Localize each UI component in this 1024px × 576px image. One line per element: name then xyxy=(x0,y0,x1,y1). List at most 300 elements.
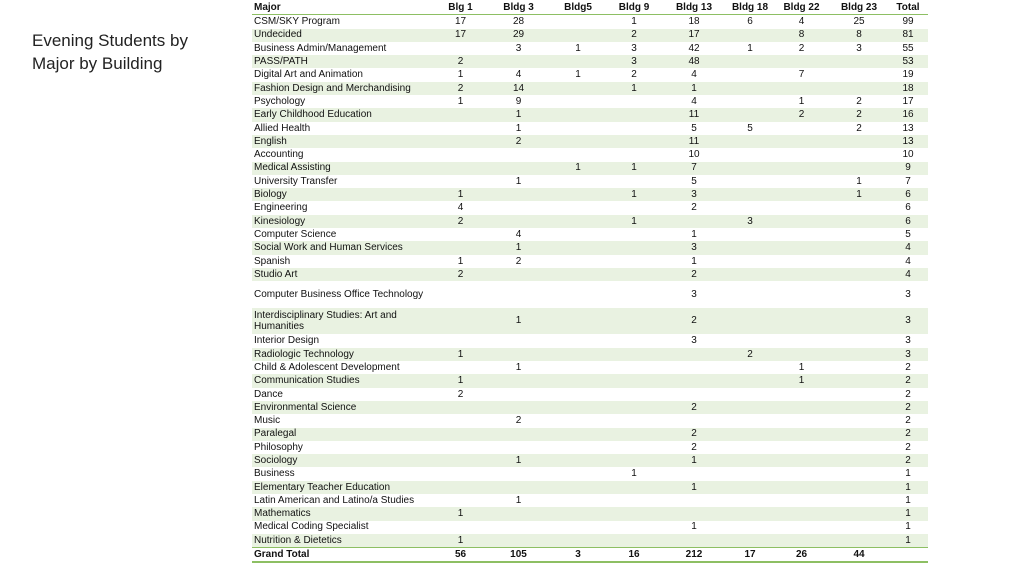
value-cell: 17 xyxy=(433,29,488,42)
value-cell xyxy=(773,534,830,548)
value-cell: 17 xyxy=(454,16,467,28)
value-cell xyxy=(488,334,549,347)
table-row xyxy=(252,201,928,214)
table-row xyxy=(252,441,928,454)
table-row xyxy=(252,215,928,228)
value-cell: 1 xyxy=(905,494,911,506)
value-cell: 1 xyxy=(888,481,928,494)
value-cell xyxy=(488,55,549,68)
major-cell: Child & Adolescent Development xyxy=(254,361,400,373)
major-cell: Radiologic Technology xyxy=(252,348,433,361)
major-cell: PASS/PATH xyxy=(252,55,433,68)
value-cell xyxy=(773,228,830,241)
column-header: Bldg 22 xyxy=(773,1,830,15)
value-cell: 3 xyxy=(515,42,522,54)
value-cell xyxy=(607,201,661,214)
value-cell xyxy=(607,494,661,507)
value-cell xyxy=(549,334,607,347)
value-cell: 81 xyxy=(888,29,928,42)
value-cell xyxy=(773,162,830,175)
value-cell: 1 xyxy=(798,95,805,107)
value-cell xyxy=(549,281,607,308)
value-cell: 4 xyxy=(888,241,928,254)
value-cell xyxy=(607,122,661,135)
major-cell: Elementary Teacher Education xyxy=(252,481,433,494)
value-cell xyxy=(661,215,727,228)
value-cell xyxy=(607,441,661,454)
major-cell: Studio Art xyxy=(252,268,433,281)
major-cell: Philosophy xyxy=(254,441,303,453)
value-cell: 6 xyxy=(888,215,928,228)
value-cell xyxy=(433,454,488,467)
value-cell: 2 xyxy=(433,268,488,281)
major-cell: Latin American and Latino/a Studies xyxy=(254,494,415,506)
value-cell xyxy=(488,521,549,534)
value-cell: 2 xyxy=(433,82,488,95)
table-row xyxy=(252,388,928,401)
value-cell: 6 xyxy=(905,202,911,214)
value-cell: 2 xyxy=(773,108,830,121)
value-cell xyxy=(549,82,607,95)
value-cell xyxy=(727,534,773,548)
major-cell: Biology xyxy=(252,188,433,201)
value-cell xyxy=(830,534,888,548)
table-body xyxy=(252,15,928,563)
value-cell xyxy=(773,255,830,268)
value-cell: 5 xyxy=(691,175,697,187)
value-cell xyxy=(727,521,773,534)
value-cell xyxy=(727,162,773,175)
table-row xyxy=(252,188,928,201)
value-cell xyxy=(488,268,549,281)
value-cell: 2 xyxy=(691,202,697,214)
value-cell xyxy=(433,135,488,148)
value-cell xyxy=(830,334,888,347)
value-cell xyxy=(607,507,661,520)
value-cell: 1 xyxy=(691,255,697,267)
value-cell xyxy=(433,281,488,308)
value-cell: 1 xyxy=(691,228,697,240)
value-cell xyxy=(433,428,488,441)
value-cell: 1 xyxy=(515,361,522,373)
value-cell xyxy=(488,467,549,480)
major-cell: Spanish xyxy=(254,255,291,267)
value-cell xyxy=(830,441,888,454)
value-cell: 2 xyxy=(798,42,805,54)
value-cell: 1 xyxy=(433,534,488,548)
value-cell xyxy=(488,348,549,361)
table-row xyxy=(252,175,928,188)
value-cell: 26 xyxy=(773,548,830,563)
value-cell: 2 xyxy=(631,69,637,81)
value-cell: 2 xyxy=(661,308,727,335)
value-cell: 6 xyxy=(747,16,753,28)
value-cell: 1 xyxy=(798,361,805,373)
value-cell xyxy=(830,68,888,81)
value-cell xyxy=(773,135,830,148)
value-cell xyxy=(773,188,830,201)
table-row xyxy=(252,29,928,42)
value-cell xyxy=(549,55,607,68)
value-cell xyxy=(549,494,607,507)
value-cell: 5 xyxy=(691,122,697,134)
value-cell xyxy=(661,467,727,480)
value-cell: 56 xyxy=(433,548,488,563)
value-cell xyxy=(727,108,773,121)
students-by-major-table xyxy=(252,1,928,563)
value-cell: 28 xyxy=(512,16,525,28)
value-cell xyxy=(830,215,888,228)
table-row xyxy=(252,428,928,441)
major-cell: Business xyxy=(254,468,295,480)
value-cell xyxy=(549,414,607,427)
value-cell: 2 xyxy=(661,268,727,281)
column-header: Total xyxy=(888,1,928,15)
value-cell: 7 xyxy=(798,69,805,81)
value-cell xyxy=(607,241,661,254)
value-cell xyxy=(607,95,661,108)
value-cell xyxy=(830,374,888,387)
title-line-1: Evening Students by xyxy=(32,31,188,50)
value-cell: 10 xyxy=(688,149,700,161)
value-cell xyxy=(727,268,773,281)
value-cell: 3 xyxy=(661,188,727,201)
value-cell xyxy=(830,467,888,480)
major-cell: Computer Business Office Technology xyxy=(254,288,424,300)
value-cell: 3 xyxy=(905,288,911,300)
value-cell xyxy=(549,374,607,387)
value-cell: 1 xyxy=(631,468,637,480)
value-cell: 2 xyxy=(905,388,911,400)
value-cell xyxy=(607,148,661,161)
value-cell xyxy=(727,241,773,254)
value-cell: 1 xyxy=(773,374,830,387)
value-cell xyxy=(549,428,607,441)
value-cell: 2 xyxy=(905,361,911,373)
table-row xyxy=(252,162,928,175)
value-cell xyxy=(607,175,661,188)
value-cell xyxy=(433,122,488,135)
value-cell: 1 xyxy=(457,69,464,81)
value-cell xyxy=(549,95,607,108)
value-cell: 3 xyxy=(607,55,661,68)
major-cell: Accounting xyxy=(254,149,304,161)
value-cell: 1 xyxy=(457,95,464,107)
value-cell xyxy=(773,481,830,494)
major-cell: Business Admin/Management xyxy=(254,42,387,54)
value-cell xyxy=(549,122,607,135)
value-cell xyxy=(549,29,607,42)
value-cell: 16 xyxy=(607,548,661,563)
value-cell xyxy=(433,241,488,254)
value-cell: 19 xyxy=(902,69,914,81)
value-cell: 1 xyxy=(515,175,522,187)
value-cell xyxy=(661,374,727,387)
major-cell: Sociology xyxy=(252,454,433,467)
value-cell: 3 xyxy=(691,288,697,300)
value-cell xyxy=(830,348,888,361)
value-cell: 1 xyxy=(905,521,911,533)
value-cell: 2 xyxy=(661,428,727,441)
major-cell: Interdisciplinary Studies: Art and Humanities xyxy=(252,308,433,335)
column-header: Bldg 9 xyxy=(607,1,661,15)
table-row xyxy=(252,108,928,121)
table-row xyxy=(252,414,928,427)
value-cell: 4 xyxy=(515,69,522,81)
value-cell: 29 xyxy=(488,29,549,42)
value-cell xyxy=(830,414,888,427)
value-cell xyxy=(773,388,830,401)
table-row xyxy=(252,521,928,534)
value-cell xyxy=(549,507,607,520)
value-cell: 2 xyxy=(905,415,911,427)
value-cell xyxy=(433,414,488,427)
value-cell: 1 xyxy=(607,82,661,95)
value-cell: 2 xyxy=(888,428,928,441)
major-cell: Allied Health xyxy=(254,122,311,134)
major-cell: Psychology xyxy=(254,95,306,107)
major-cell: Early Childhood Education xyxy=(252,108,433,121)
major-cell: University Transfer xyxy=(254,175,338,187)
table-row xyxy=(252,308,928,335)
value-cell xyxy=(607,401,661,414)
value-cell: 1 xyxy=(515,494,522,506)
major-cell: Mathematics xyxy=(252,507,433,520)
value-cell xyxy=(727,414,773,427)
major-cell: Music xyxy=(254,415,281,427)
table-row xyxy=(252,55,928,68)
value-cell xyxy=(727,334,773,347)
value-cell xyxy=(549,441,607,454)
major-cell: Medical Assisting xyxy=(252,162,433,175)
value-cell: 1 xyxy=(575,42,581,54)
value-cell: 1 xyxy=(631,16,637,28)
value-cell xyxy=(773,521,830,534)
value-cell xyxy=(488,162,549,175)
value-cell: 3 xyxy=(727,215,773,228)
value-cell: 1 xyxy=(488,454,549,467)
value-cell: 2 xyxy=(433,215,488,228)
major-cell: Kinesiology xyxy=(252,215,433,228)
value-cell: 105 xyxy=(488,548,549,563)
grand-total-row xyxy=(252,548,928,563)
value-cell xyxy=(433,521,488,534)
value-cell: 1 xyxy=(549,162,607,175)
table-row xyxy=(252,334,928,347)
value-cell xyxy=(607,334,661,347)
value-cell xyxy=(607,454,661,467)
value-cell: 9 xyxy=(515,95,522,107)
value-cell: 2 xyxy=(856,95,862,107)
major-cell: CSM/SKY Program xyxy=(254,16,340,28)
value-cell xyxy=(549,481,607,494)
value-cell: 2 xyxy=(661,401,727,414)
value-cell xyxy=(830,55,888,68)
value-cell: 44 xyxy=(830,548,888,563)
value-cell xyxy=(830,281,888,308)
table-row xyxy=(252,68,928,81)
value-cell xyxy=(727,308,773,335)
table-row xyxy=(252,534,928,548)
value-cell: 2 xyxy=(433,55,488,68)
major-cell: Communication Studies xyxy=(252,374,433,387)
value-cell xyxy=(727,148,773,161)
table-row xyxy=(252,454,928,467)
table-row xyxy=(252,281,928,308)
major-cell: Grand Total xyxy=(252,548,433,563)
title-line-2: Major by Building xyxy=(32,54,163,73)
value-cell xyxy=(488,215,549,228)
value-cell xyxy=(549,308,607,335)
major-cell: Computer Science xyxy=(254,228,337,240)
table-row xyxy=(252,42,928,55)
slide-title xyxy=(32,29,232,75)
value-cell: 1 xyxy=(433,188,488,201)
value-cell xyxy=(488,428,549,441)
value-cell xyxy=(661,494,727,507)
value-cell xyxy=(773,467,830,480)
value-cell xyxy=(433,148,488,161)
value-cell xyxy=(727,228,773,241)
value-cell: 1 xyxy=(747,42,753,54)
value-cell: 2 xyxy=(888,454,928,467)
value-cell: 2 xyxy=(905,441,911,453)
value-cell xyxy=(830,82,888,95)
table-row xyxy=(252,148,928,161)
value-cell: 1 xyxy=(488,108,549,121)
table-row xyxy=(252,494,928,507)
value-cell xyxy=(727,82,773,95)
column-header: Bldg 3 xyxy=(488,1,549,15)
value-cell xyxy=(549,348,607,361)
value-cell xyxy=(549,454,607,467)
value-cell xyxy=(549,215,607,228)
value-cell: 3 xyxy=(888,348,928,361)
value-cell xyxy=(488,481,549,494)
major-cell: Dance xyxy=(254,388,283,400)
value-cell xyxy=(549,255,607,268)
value-cell: 17 xyxy=(661,29,727,42)
value-cell xyxy=(727,401,773,414)
value-cell: 4 xyxy=(457,202,464,214)
value-cell: 1 xyxy=(661,82,727,95)
column-header: Blg 1 xyxy=(433,1,488,15)
value-cell xyxy=(607,281,661,308)
value-cell: 2 xyxy=(457,388,464,400)
value-cell: 17 xyxy=(902,95,914,107)
major-cell: Fashion Design and Merchandising xyxy=(252,82,433,95)
value-cell: 2 xyxy=(515,415,522,427)
value-cell: 7 xyxy=(661,162,727,175)
value-cell xyxy=(727,454,773,467)
value-cell xyxy=(661,507,727,520)
value-cell: 25 xyxy=(853,16,865,28)
value-cell xyxy=(773,334,830,347)
value-cell: 4 xyxy=(691,69,697,81)
value-cell xyxy=(549,148,607,161)
major-cell: Paralegal xyxy=(252,428,433,441)
value-cell xyxy=(549,401,607,414)
value-cell xyxy=(727,507,773,520)
value-cell: 1 xyxy=(888,507,928,520)
value-cell xyxy=(549,241,607,254)
value-cell: 1 xyxy=(661,481,727,494)
value-cell xyxy=(727,428,773,441)
value-cell xyxy=(488,507,549,520)
value-cell xyxy=(727,68,773,81)
value-cell: 18 xyxy=(688,16,700,28)
value-cell: 4 xyxy=(691,95,697,107)
value-cell: 4 xyxy=(515,228,522,240)
value-cell xyxy=(727,175,773,188)
value-cell xyxy=(488,441,549,454)
value-cell: 2 xyxy=(607,29,661,42)
value-cell: 2 xyxy=(856,122,862,134)
value-cell xyxy=(773,215,830,228)
value-cell xyxy=(488,388,549,401)
value-cell xyxy=(488,534,549,548)
value-cell xyxy=(607,481,661,494)
value-cell xyxy=(830,241,888,254)
value-cell xyxy=(607,308,661,335)
value-cell: 11 xyxy=(661,135,727,148)
value-cell xyxy=(661,348,727,361)
column-header: Bldg 18 xyxy=(727,1,773,15)
value-cell: 2 xyxy=(691,441,697,453)
value-cell: 1 xyxy=(856,175,862,187)
value-cell xyxy=(727,201,773,214)
value-cell xyxy=(727,441,773,454)
value-cell xyxy=(488,281,549,308)
value-cell xyxy=(661,361,727,374)
value-cell: 42 xyxy=(688,42,700,54)
value-cell xyxy=(727,135,773,148)
value-cell xyxy=(830,401,888,414)
value-cell xyxy=(830,481,888,494)
value-cell xyxy=(773,494,830,507)
value-cell xyxy=(433,42,488,55)
value-cell xyxy=(549,188,607,201)
value-cell xyxy=(773,122,830,135)
table-row xyxy=(252,82,928,95)
value-cell xyxy=(607,534,661,548)
value-cell: 16 xyxy=(888,108,928,121)
value-cell xyxy=(433,228,488,241)
value-cell xyxy=(549,534,607,548)
value-cell: 17 xyxy=(727,548,773,563)
value-cell xyxy=(488,188,549,201)
value-cell: 1 xyxy=(691,521,697,533)
table-row xyxy=(252,401,928,414)
value-cell xyxy=(549,521,607,534)
table-row xyxy=(252,348,928,361)
table-row xyxy=(252,228,928,241)
table-row xyxy=(252,507,928,520)
value-cell xyxy=(830,507,888,520)
column-header: Bldg 23 xyxy=(830,1,888,15)
table-row xyxy=(252,95,928,108)
value-cell: 1 xyxy=(888,534,928,548)
value-cell: 99 xyxy=(902,16,914,28)
value-cell: 1 xyxy=(515,122,522,134)
value-cell: 11 xyxy=(661,108,727,121)
value-cell xyxy=(888,548,928,563)
value-cell: 2 xyxy=(515,255,522,267)
value-cell xyxy=(830,148,888,161)
value-cell xyxy=(727,467,773,480)
value-cell: 3 xyxy=(661,241,727,254)
value-cell: 8 xyxy=(830,29,888,42)
